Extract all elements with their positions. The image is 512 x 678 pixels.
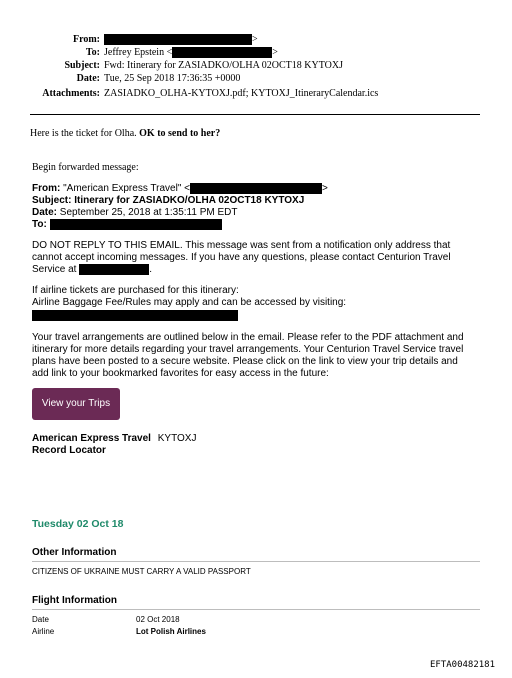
to-label: To: — [85, 47, 100, 58]
redacted-link[interactable] — [32, 310, 238, 321]
note-line: Here is the ticket for Olha. OK to send to her? — [30, 128, 221, 139]
view-trips-button[interactable]: View your Trips — [32, 388, 120, 420]
from-label: From: — [72, 34, 100, 45]
document-id: EFTA00482181 — [430, 660, 496, 670]
redaction-bar — [172, 47, 272, 58]
to-value: Jeffrey Epstein < > — [104, 47, 278, 58]
body-line: plans have been posted to a secure website. Please click on the link to view your trip details and — [32, 356, 458, 367]
body-line: Your travel arrangements are outlined below in the email. Please refer to the PDF attachment and — [32, 332, 464, 343]
itinerary-date-heading: Tuesday 02 Oct 18 — [32, 518, 124, 530]
body-line: cannot accept incoming messages. If you have any questions, please contact Centurion Travel — [32, 252, 451, 263]
redaction-bar — [50, 219, 222, 230]
record-locator-label: Record Locator — [32, 445, 106, 456]
section-divider — [32, 561, 480, 562]
body-line: Airline Baggage Fee/Rules may apply and can be accessed by visiting: — [32, 297, 347, 308]
locator-line: American Express Travel KYTOXJ — [32, 433, 197, 444]
attachments-label: Attachments: — [42, 88, 100, 99]
flight-info-heading: Flight Information — [32, 595, 117, 606]
flight-row-label: Airline — [32, 627, 55, 636]
date-value: Tue, 25 Sep 2018 17:36:35 +0000 — [104, 73, 241, 84]
date-label: Date: — [76, 73, 100, 84]
attachments-value[interactable]: ZASIADKO_OLHA-KYTOXJ.pdf; KYTOXJ_ItineraryCalendar.ics — [104, 88, 379, 99]
body-line: Service at . — [32, 264, 153, 276]
body-line: If airline tickets are purchased for this itinerary: — [32, 285, 239, 296]
flight-row-label: Date — [32, 615, 49, 624]
fwd-subject-line: Subject: Itinerary for ZASIADKO/OLHA 02OCT18 KYTOXJ — [32, 195, 305, 206]
body-line: add link to your bookmarked favorites for easy access in the future: — [32, 368, 329, 379]
other-info-text: CITIZENS OF UKRAINE MUST CARRY A VALID PASSPORT — [32, 567, 251, 576]
redaction-bar — [104, 34, 252, 45]
body-line: itinerary for more details regarding your travel arrangements. Your Centurion Travel Service travel — [32, 344, 464, 355]
redaction-bar — [32, 310, 238, 321]
flight-row-value: Lot Polish Airlines — [136, 627, 206, 636]
flight-row-value: 02 Oct 2018 — [136, 615, 180, 624]
subject-label: Subject: — [64, 60, 100, 71]
redaction-bar — [190, 183, 322, 194]
other-info-heading: Other Information — [32, 547, 117, 558]
header-divider — [30, 114, 480, 115]
subject-value: Fwd: Itinerary for ZASIADKO/OLHA 02OCT18 KYTOXJ — [104, 60, 343, 71]
forwarded-intro: Begin forwarded message: — [32, 162, 139, 173]
fwd-date-line: Date: September 25, 2018 at 1:35:11 PM EDT — [32, 207, 238, 218]
redaction-bar — [79, 264, 149, 275]
fwd-to-line: To: — [32, 219, 222, 230]
body-line: DO NOT REPLY TO THIS EMAIL. This message was sent from a notification only address that — [32, 240, 451, 251]
from-value: > — [104, 34, 258, 45]
fwd-from-line: From: "American Express Travel" < > — [32, 183, 328, 195]
section-divider — [32, 609, 480, 610]
